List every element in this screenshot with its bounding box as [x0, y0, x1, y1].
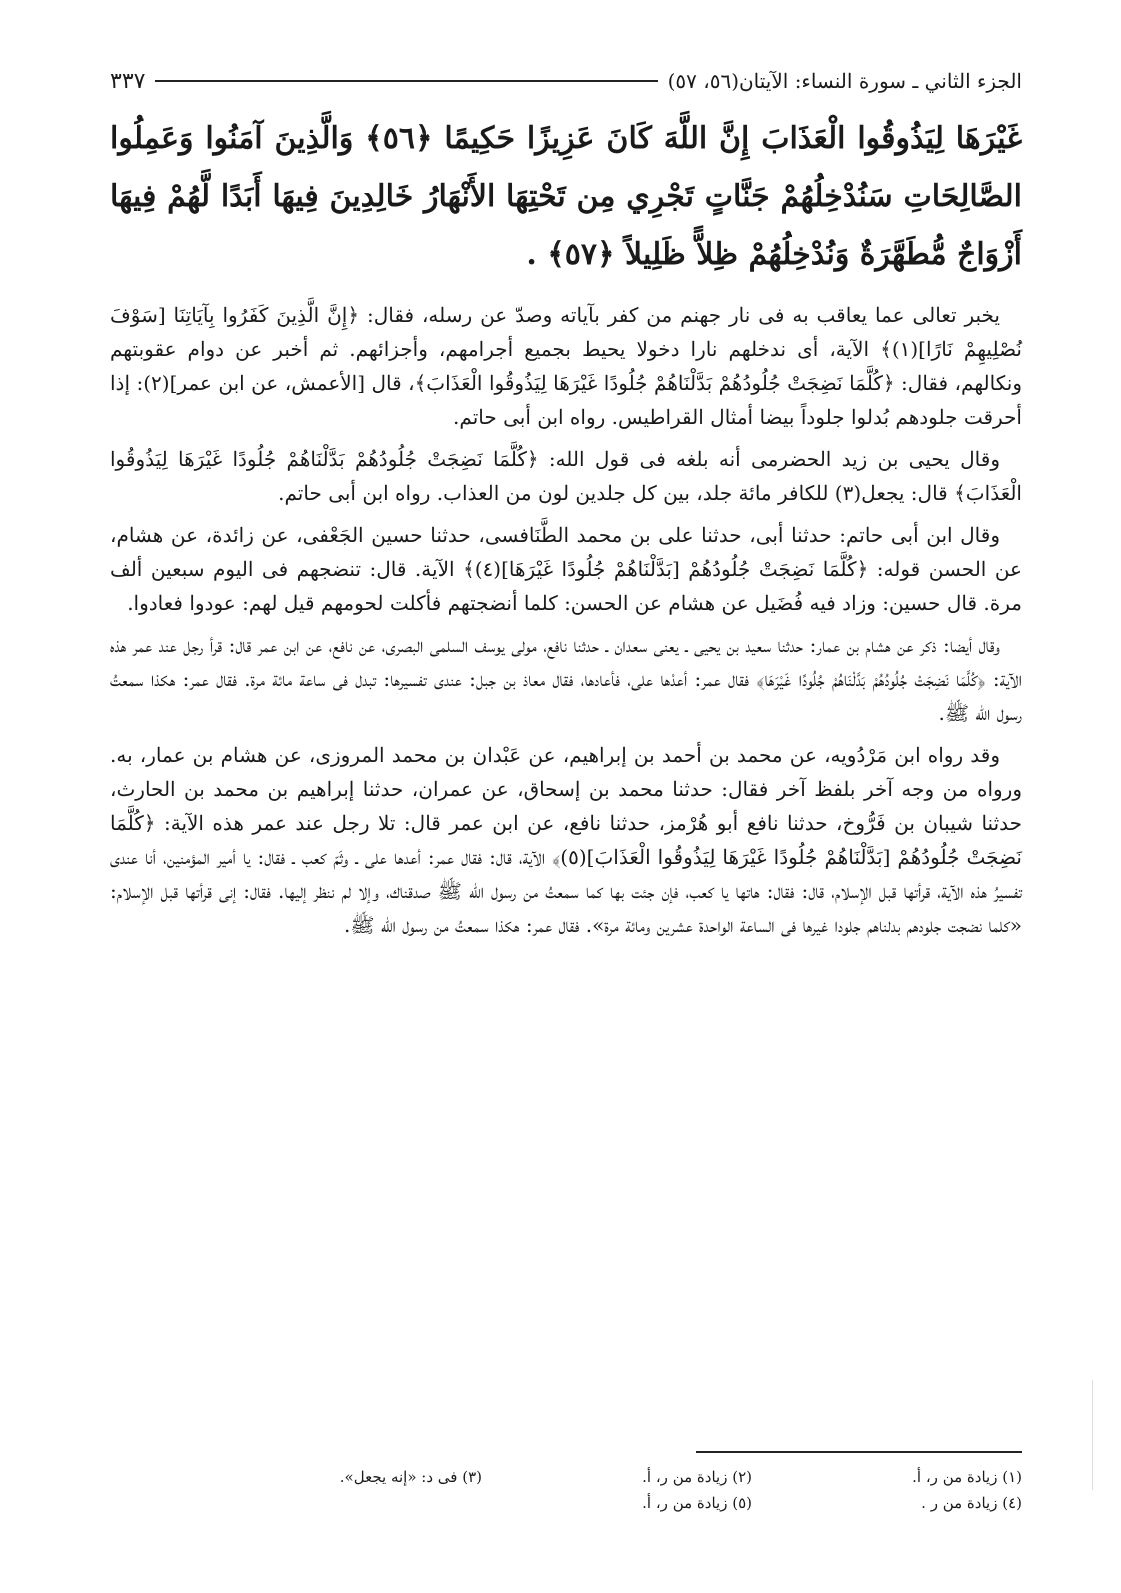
quran-verse-block: غَيْرَهَا لِيَذُوقُوا الْعَذَابَ إِنَّ اللَّهَ كَانَ عَزِيزًا حَكِيمًا ﴿٥٦﴾ وَالَّذِينَ آمَنُوا وَعَمِلُوا الصَّالِحَاتِ سَنُدْخِلُهُمْ جَنَّاتٍ تَجْرِي مِن تَحْتِهَا الأَنْهَارُ خَالِدِينَ فِيهَا أَبَدًا لَّهُمْ فِيهَا أَزْوَاجٌ مُّطَهَّرَةٌ وَنُدْخِلُهُمْ ظِلاًّ ظَلِيلاً ﴿٥٧﴾ .: [110, 121, 1023, 272]
commentary-paragraph: يخبر تعالى عما يعاقب به فى نار جهنم من كفر بآياته وصدّ عن رسله، فقال: ﴿إِنَّ الَّذِينَ كَفَرُوا بِآيَاتِنَا [سَوْفَ نُصْلِيهِمْ نَارًا](١)﴾ الآية، أى ندخلهم نارا دخولا يحيط بجميع أجرامهم، وأجزائهم. ثم أخبر عن دوام عقوبتهم ونكالهم، فقال: ﴿كُلَّمَا نَضِجَتْ جُلُودُهُمْ بَدَّلْنَاهُمْ جُلُودًا غَيْرَهَا لِيَذُوقُوا الْعَذَابَ﴾، قال [الأعمش، عن ابن عمر](٢): إذا أحرقت جلودهم بُدلوا جلوداً بيضا أمثال القراطيس. رواه ابن أبى حاتم.: [110, 303, 1022, 429]
page-number: ٣٣٧: [110, 68, 146, 94]
header-rule: [155, 80, 657, 82]
commentary-paragraph: وقال ابن أبى حاتم: حدثنا أبى، حدثنا على بن محمد الطَّنَافسى، حدثنا حسين الجَعْفى، عن زائدة، عن هشام، عن الحسن قوله: ﴿كُلَّمَا نَضِجَتْ جُلُودُهُمْ [بَدَّلْنَاهُمْ جُلُودًا غَيْرَهَا](٤)﴾ الآية. قال: تنضجهم فى اليوم سبعين ألف مرة. قال حسين: وزاد فيه فُضَيل عن هشام عن الحسن: كلما أنضجتهم فأكلت لحومهم قيل لهم: عودوا فعادوا.: [110, 523, 1022, 615]
footnote-4: (٤) زيادة من ر .: [921, 1494, 1022, 1512]
footnote-row: [110, 1490, 1022, 1516]
footnote-1: (١) زيادة من ر، أ.: [912, 1468, 1022, 1486]
footnote-row: [110, 1464, 1022, 1490]
scan-margin-mark: [1092, 1380, 1093, 1490]
commentary-paragraph: وقال يحيى بن زيد الحضرمى أنه بلغه فى قول الله: ﴿كُلَّمَا نَضِجَتْ جُلُودُهُمْ بَدَّلْنَاهُمْ جُلُودًا غَيْرَهَا لِيَذُوقُوا الْعَذَابَ﴾ قال: يجعل(٣) للكافر مائة جلد، بين كل جلدين لون من العذاب. رواه ابن أبى حاتم.: [110, 447, 1022, 505]
commentary-paragraph: وقال أيضا: ذكر عن هشام بن عمار: حدثنا سعيد بن يحيى ـ يعنى سعدان ـ حدثنا نافع، مولى يوسف السلمى البصرى، عن نافع، عن ابن عمر قال: قرأ رجل عند عمر هذه الآية: ﴿كُلَّمَا نَضِجَتْ جُلُودُهُمْ بَدَّلْنَاهُمْ جُلُودًا غَيْرَهَا﴾ فقال عمر: أعدْها على، فأعادها، فقال معاذ بن جبل: عندى تفسيرها: تبدل فى ساعة مائة مرة. فقال عمر: هكذا سمعتُ رسول الله ﷺ.: [110, 633, 1022, 725]
footnotes: [110, 1464, 1022, 1516]
header-title: الجزء الثاني ـ سورة النساء: الآيتان(٥٦، ٥٧): [667, 69, 1022, 93]
footnote-3: (٣) فى د: «إنه يجعل».: [339, 1468, 482, 1486]
commentary-paragraph: وقد رواه ابن مَرْدُويه، عن محمد بن أحمد بن إبراهيم، عن عَبْدان بن محمد المروزى، عن هشام بن عمار، به. ورواه من وجه آخر بلفظ آخر فقال: حدثنا محمد بن إسحاق، عن عمران، حدثنا إبراهيم بن محمد بن الحارث، حدثنا شيبان بن فَرُّوخ، حدثنا نافع أبو هُرْمز، حدثنا نافع، عن ابن عمر قال: تلا رجل عند عمر هذه الآية: ﴿كُلَّمَا نَضِجَتْ جُلُودُهُمْ [بَدَّلْنَاهُمْ جُلُودًا غَيْرَهَا لِيَذُوقُوا الْعَذَابَ](٥)﴾ الآية، قال: فقال عمر: أعدها على ـ وثَمّ كعب ـ فقال: يا أمير المؤمنين، أنا عندى تفسيرُ هذه الآية، قرأتها قبل الإسلام، قال: فقال: هاتها يا كعب، فإن جئت بها كما سمعتُ من رسول الله ﷺ صدقناك، وإلا لم ننظر إليها. فقال: إنى قرأتها قبل الإسلام: «كلما نضجت جلودهم بدلناهم جلودا غيرها فى الساعة الواحدة عشرين ومائة مرة». فقال عمر: هكذا سمعتُ من رسول الله ﷺ.: [110, 743, 1023, 937]
running-header: [110, 62, 1022, 100]
footnote-5: (٥) زيادة من ر، أ.: [642, 1494, 752, 1512]
footnote-empty: [212, 1490, 482, 1516]
footnote-2: (٢) زيادة من ر، أ.: [642, 1468, 752, 1486]
document-page: [110, 62, 1023, 1512]
